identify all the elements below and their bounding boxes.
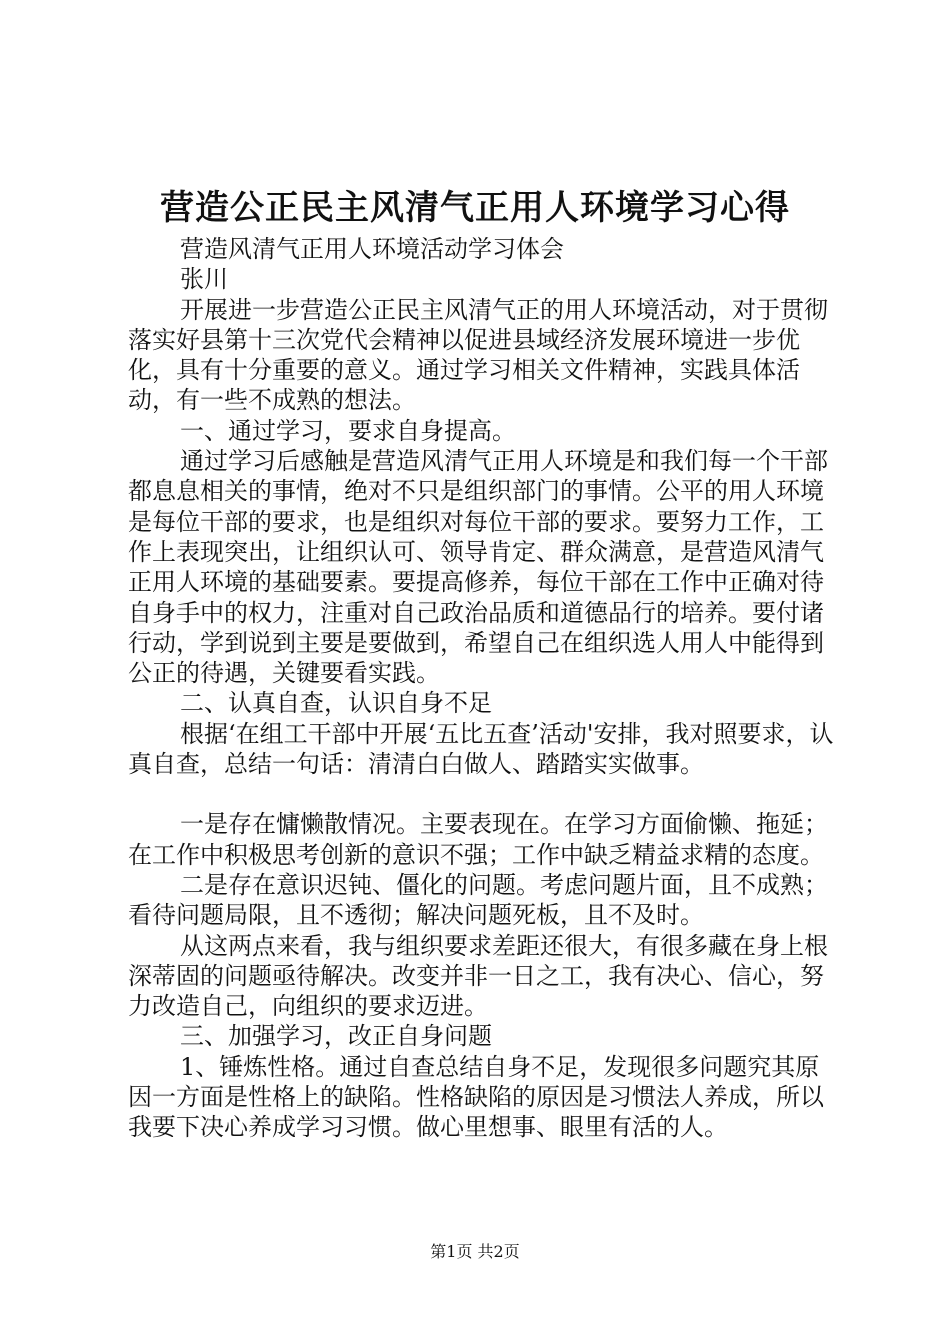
paragraph-intro: 开展进一步营造公正民主风清气正的用人环境活动，对于贯彻落实好县第十三次党代会精神以促进县域经济发展环境进一步优化，具有十分重要的意义。通过学习相关文件精神，实践具体活动，有一些不成熟的想法。 — [128, 295, 828, 415]
document-body — [128, 234, 836, 1143]
document-title: 营造公正民主风清气正用人环境学习心得 — [160, 188, 790, 228]
paragraph-character: 1、锤炼性格。通过自查总结自身不足，发现很多问题究其原因一方面是性格上的缺陷。性格缺陷的原因是习惯法人养成，所以我要下决心养成学习习惯。做心里想事、眼里有活的人。 — [128, 1052, 824, 1142]
paragraph-problem-2: 二是存在意识迟钝、僵化的问题。考虑问题片面，且不成熟；看待问题局限，且不透彻；解决问题死板，且不及时。 — [128, 870, 828, 930]
heading-section-1: 一、通过学习，要求自身提高。 — [180, 416, 516, 445]
page-footer: 第1页 共2页 — [430, 1242, 520, 1261]
paragraph-section-1: 通过学习后感触是营造风清气正用人环境是和我们每一个干部都息息相关的事情，绝对不只是组织部门的事情。公平的用人环境是每位干部的要求，也是组织对每位干部的要求。要努力工作，工作上表现突出，让组织认可、领导肯定、群众满意，是营造风清气正用人环境的基础要素。要提高修养，每位干部在工作中正确对待自身手中的权力，注重对自己政治品质和道德品行的培养。要付诸行动，学到说到主要是要做到，希望自己在组织选人用人中能得到公正的待遇，关键要看实践。 — [128, 447, 828, 688]
heading-section-2: 二、认真自查，认识自身不足 — [180, 689, 492, 718]
document-subtitle: 营造风清气正用人环境活动学习体会 — [180, 235, 564, 263]
paragraph-summary: 从这两点来看，我与组织要求差距还很大，有很多藏在身上根深蒂固的问题亟待解决。改变并非一日之工，我有决心、信心，努力改造自己，向组织的要求迈进。 — [128, 931, 828, 1021]
heading-section-3: 三、加强学习，改正自身问题 — [180, 1022, 492, 1051]
document-author: 张川 — [180, 265, 228, 294]
paragraph-problem-1: 一是存在慵懒散情况。主要表现在。在学习方面偷懒、拖延；在工作中积极思考创新的意识不强；工作中缺乏精益求精的态度。 — [128, 810, 828, 869]
paragraph-gap — [128, 779, 836, 809]
paragraph-self-check: 根据‘在组工干部中开展‘五比五查’活动'安排，我对照要求，认真自查，总结一句话：清清白白做人、踏踏实实做事。 — [128, 719, 834, 779]
